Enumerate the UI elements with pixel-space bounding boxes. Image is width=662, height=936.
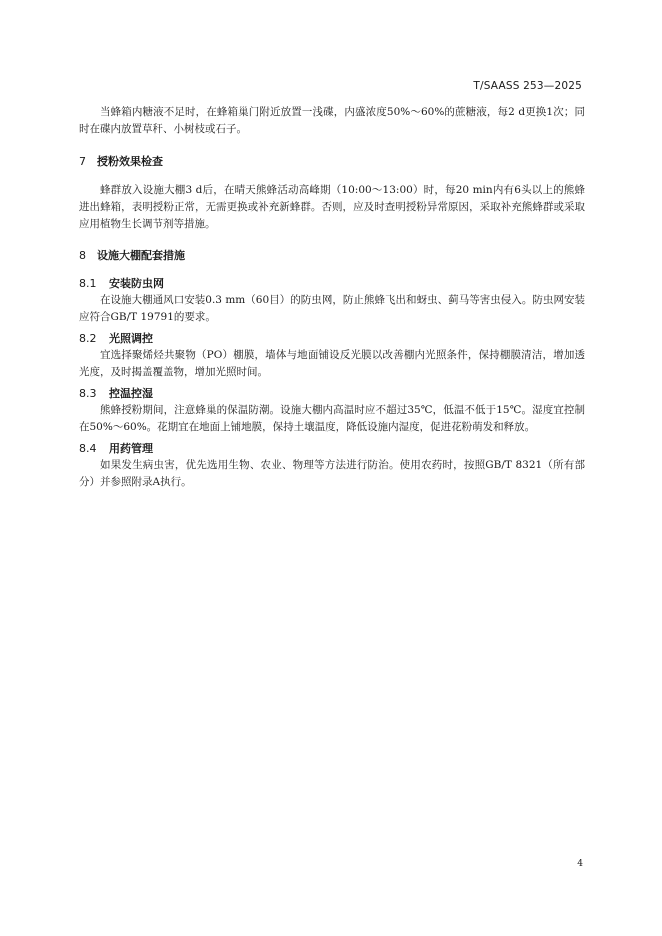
subsection-heading-8-1: [79, 276, 585, 292]
document-body: [79, 104, 585, 491]
subsection-number: 8.3: [79, 387, 97, 400]
section-heading-7: [79, 154, 585, 170]
section-heading-8: [79, 248, 585, 264]
document-code: T/SAASS 253—2025: [473, 80, 582, 92]
paragraph-insect-net: 在设施大棚通风口安装0.3 mm（60目）的防虫网，防止熊蜂飞出和蚜虫、蓟马等害虫侵入。防虫网安装应符合GB/T 19791的要求。: [79, 294, 585, 323]
paragraph-pollination-check: 蜂群放入设施大棚3 d后，在晴天熊蜂活动高峰期（10:00～13:00）时，每20 min内有6头以上的熊蜂进出蜂箱，表明授粉正常，无需更换或补充新蜂群。否则，应及时查明授粉异常原因，采取补充熊蜂群或采取应用植物生长调节剂等措施。: [79, 184, 585, 230]
subsection-heading-8-2: [79, 331, 585, 347]
page-number: 4: [577, 859, 583, 869]
paragraph-temperature-humidity: 熊蜂授粉期间，注意蜂巢的保温防潮。设施大棚内高温时应不超过35℃，低温不低于15℃。湿度宜控制在50%～60%。花期宜在地面上铺地膜，保持土壤温度，降低设施内湿度，促进花粉萌发和释放。: [79, 404, 585, 433]
subsection-number: 8.4: [79, 442, 97, 455]
paragraph-pesticide-management: 如果发生病虫害，优先选用生物、农业、物理等方法进行防治。使用农药时，按照GB/T 8321（所有部分）并参照附录A执行。: [79, 459, 585, 488]
subsection-heading-8-4: [79, 441, 585, 457]
subsection-number: 8.2: [79, 332, 97, 345]
subsection-title: 用药管理: [109, 442, 153, 455]
subsection-number: 8.1: [79, 277, 97, 290]
section-number: 7: [79, 155, 86, 168]
paragraph-light-control: 宜选择聚烯烃共聚物（PO）棚膜，墙体与地面铺设反光膜以改善棚内光照条件，保持棚膜清洁，增加透光度，及时揭盖覆盖物，增加光照时间。: [79, 349, 585, 378]
section-number: 8: [79, 249, 86, 262]
subsection-heading-8-3: [79, 386, 585, 402]
section-title: 授粉效果检查: [97, 155, 163, 168]
subsection-title: 安装防虫网: [109, 277, 164, 290]
section-title: 设施大棚配套措施: [97, 249, 185, 262]
subsection-title: 控温控湿: [109, 387, 153, 400]
paragraph-sugar-feeding: 当蜂箱内糖液不足时，在蜂箱巢门附近放置一浅碟，内盛浓度50%～60%的蔗糖液，每2 d更换1次；同时在碟内放置草秆、小树枝或石子。: [79, 106, 585, 135]
subsection-title: 光照调控: [109, 332, 153, 345]
